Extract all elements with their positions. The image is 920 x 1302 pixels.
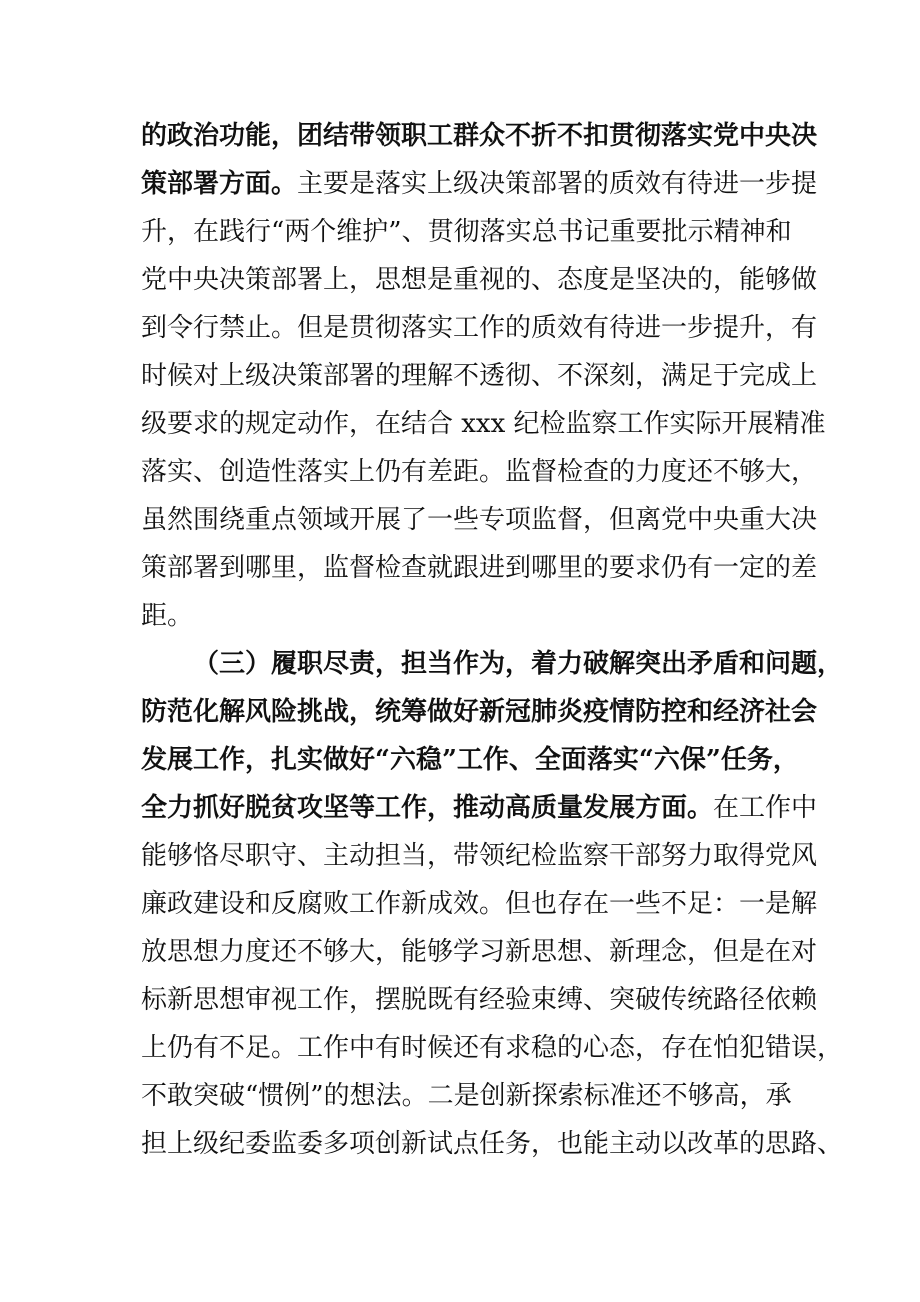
body-text: 担上级纪委监委多项创新试点任务，也能主动以改革的思路、: [141, 1129, 844, 1159]
body-text: 虽然围绕重点领域开展了一些专项监督，但离党中央重大决: [141, 505, 818, 535]
text-line: [141, 208, 799, 256]
text-line: [141, 400, 826, 448]
text-line: [141, 496, 818, 544]
text-line: [141, 160, 818, 208]
body-text: 级要求的规定动作，在结合 xxx 纪检监察工作实际开展精准: [141, 409, 826, 439]
section-heading: （三）履职尽责，担当作为，着力破解突出矛盾和问题，: [193, 649, 844, 679]
body-text: 策部署到哪里，监督检查就跟进到哪里的要求仍有一定的差: [141, 553, 818, 583]
text-line: [141, 1024, 844, 1072]
text-line: [141, 736, 799, 784]
text-line: [141, 880, 818, 928]
text-line: [141, 976, 818, 1024]
text-line: [141, 1120, 844, 1168]
bold-text: 防范化解风险挑战，统筹做好新冠肺炎疫情防控和经济社会: [141, 697, 818, 727]
body-text: 距。: [141, 601, 194, 631]
text-line: [141, 352, 818, 400]
body-text: 到令行禁止。但是贯彻落实工作的质效有待进一步提升，有: [141, 313, 818, 343]
body-text: 主要是落实上级决策部署的质效有待进一步提: [297, 169, 818, 199]
body-text: 能够恪尽职守、主动担当，带领纪检监察干部努力取得党风: [141, 841, 818, 871]
bold-text: 发展工作，扎实做好“六稳”工作、全面落实“六保”任务，: [141, 745, 799, 775]
body-text: 落实、创造性落实上仍有差距。监督检查的力度还不够大，: [141, 457, 818, 487]
section-heading-line: [141, 640, 844, 688]
body-text: 在工作中: [713, 793, 818, 823]
bold-text: 的政治功能，团结带领职工群众不折不扣贯彻落实党中央决: [141, 121, 818, 151]
text-line: [141, 112, 818, 160]
text-line: [141, 304, 818, 352]
bold-text: 策部署方面。: [141, 169, 298, 199]
body-text: 标新思想审视工作，摆脱既有经验束缚、突破传统路径依赖: [141, 985, 818, 1015]
text-line: [141, 1072, 799, 1120]
body-text: 廉政建设和反腐败工作新成效。但也存在一些不足：一是解: [141, 889, 818, 919]
text-line: [141, 832, 818, 880]
text-line: [141, 928, 818, 976]
bold-text: 全力抓好脱贫攻坚等工作，推动高质量发展方面。: [141, 793, 714, 823]
text-line: [141, 784, 818, 832]
text-line: [141, 688, 818, 736]
body-text: 放思想力度还不够大，能够学习新思想、新理念，但是在对: [141, 937, 818, 967]
text-line: [141, 448, 818, 496]
document-body: [141, 112, 844, 1168]
text-line: [141, 592, 799, 640]
body-text: 上仍有不足。工作中有时候还有求稳的心态，存在怕犯错误，: [141, 1033, 844, 1063]
body-text: 升，在践行“两个维护”、贯彻落实总书记重要批示精神和: [141, 217, 792, 247]
body-text: 时候对上级决策部署的理解不透彻、不深刻，满足于完成上: [141, 361, 818, 391]
text-line: [141, 256, 818, 304]
text-line: [141, 544, 818, 592]
body-text: 不敢突破“惯例”的想法。二是创新探索标准还不够高，承: [141, 1081, 792, 1111]
body-text: 党中央决策部署上，思想是重视的、态度是坚决的，能够做: [141, 265, 818, 295]
